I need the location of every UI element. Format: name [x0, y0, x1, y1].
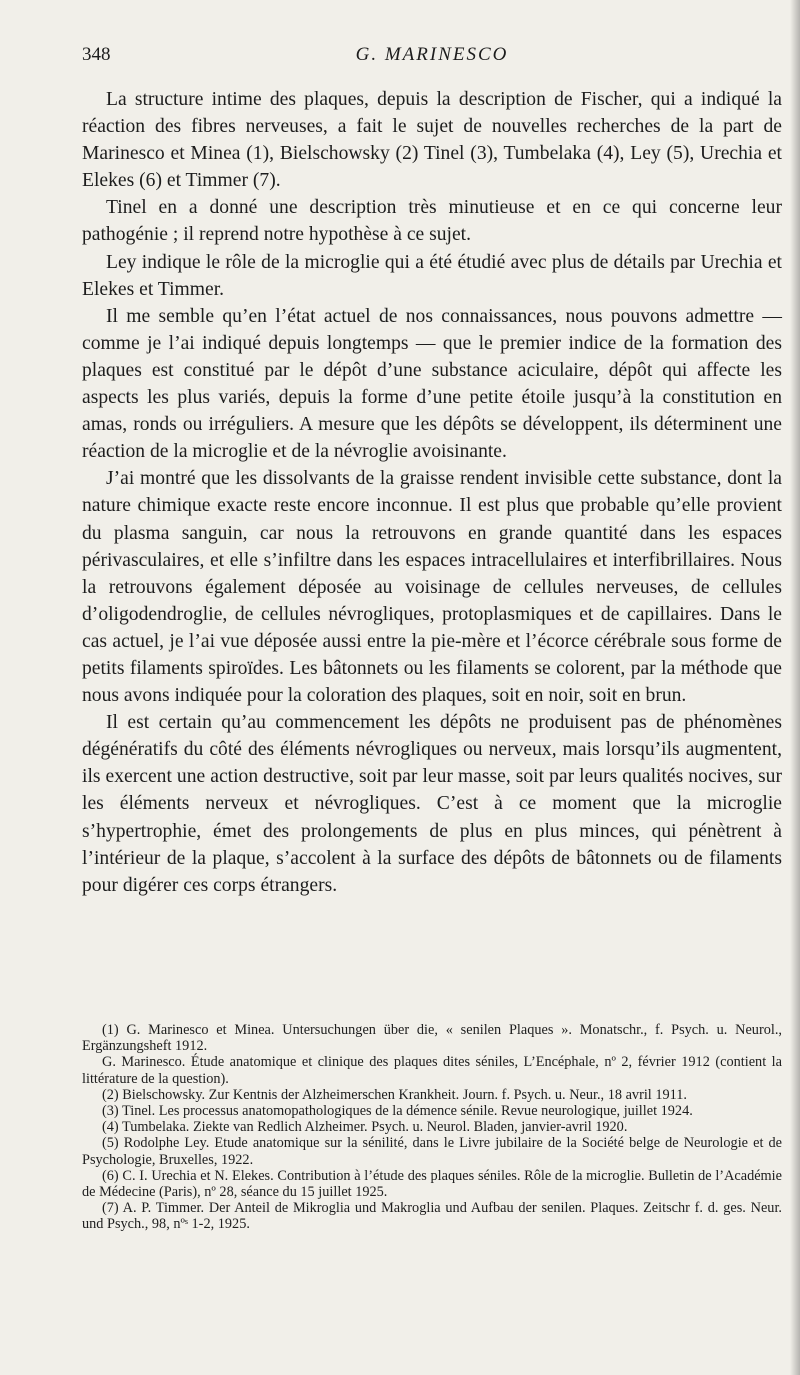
page-edge-shadow — [790, 0, 800, 1375]
body-text — [82, 86, 782, 899]
paragraph-3: Ley indique le rôle de la microglie qui a été étudié avec plus de détails par Urechia et Elekes et Timmer. — [82, 251, 782, 300]
footnote-2: (2) Bielschowsky. Zur Kentnis der Alzheimerschen Krankheit. Journ. f. Psych. u. Neur., 18 avril 1911. — [102, 1086, 687, 1103]
paragraph-6: Il est certain qu’au commencement les dépôts ne produisent pas de phénomènes dégénératifs du côté des éléments névrogliques ou nerveux, mais lorsqu’ils augmentent, ils exercent une action destructive, soit par leur masse, soit par leurs qualités nocives, sur les éléments nerveux et névrogliques. C’est à ce moment que la microglie s’hypertrophie, émet des prolongements de plus en plus minces, qui pénètrent à l’intérieur de la plaque, s’accolent à la surface des dépôts de bâtonnets ou de filaments pour digérer ces corps étrangers. — [82, 712, 782, 896]
footnote-6: (6) C. I. Urechia et N. Elekes. Contribution à l’étude des plaques séniles. Rôle de la microglie. Bulletin de l’Académie de Médecine (Paris), nº 28, séance du 15 juillet 1925. — [82, 1167, 782, 1201]
paragraph-2: Tinel en a donné une description très minutieuse et en ce qui concerne leur pathogénie ; il reprend notre hypothèse à ce sujet. — [82, 197, 782, 246]
running-title: G. MARINESCO — [355, 44, 509, 65]
running-head — [82, 44, 782, 74]
footnote-1: (1) G. Marinesco et Minea. Untersuchungen über die, « senilen Plaques ». Monatschr., f. Psych. u. Neurol., Ergänzungsheft 1912. — [82, 1022, 782, 1055]
footnote-4: (4) Tumbelaka. Ziekte van Redlich Alzheimer. Psych. u. Neurol. Bladen, janvier-avril 1920. — [102, 1119, 628, 1136]
footnote-7: (7) A. P. Timmer. Der Anteil de Mikroglia und Makroglia und Aufbau der senilen. Plaques. Zeitschr f. d. ges. Neur. und Psych., 98, nºˢ 1-2, 1925. — [82, 1200, 782, 1233]
page-number: 348 — [82, 44, 111, 65]
paragraph-4: Il me semble qu’en l’état actuel de nos connaissances, nous pouvons admettre — comme je l’ai indiqué depuis longtemps — que le premier indice de la formation des plaques est constitué par le dépôt d’une substance aciculaire, dépôt qui affecte les aspects les plus variés, depuis la forme d’une petite étoile jusqu’à la constitution en amas, ronds ou irréguliers. A mesure que les dépôts se développent, ils déterminent une réaction de la microglie et de la névroglie avoisinante. — [82, 305, 782, 463]
footnotes — [82, 1022, 782, 1233]
paragraph-1: La structure intime des plaques, depuis la description de Fischer, qui a indiqué la réaction des fibres nerveuses, a fait le sujet de nouvelles recherches de la part de Marinesco et Minea (1), Bielschowsky (2) Tinel (3), Tumbelaka (4), Ley (5), Urechia et Elekes (6) et Timmer (7). — [82, 89, 782, 192]
footnote-5: (5) Rodolphe Ley. Etude anatomique sur la sénilité, dans le Livre jubilaire de la Société belge de Neurologie et de Psychologie, Bruxelles, 1922. — [82, 1135, 782, 1168]
footnote-3: (3) Tinel. Les processus anatomopathologiques de la démence sénile. Revue neurologique, juillet 1924. — [102, 1103, 693, 1120]
footnote-1b: G. Marinesco. Étude anatomique et clinique des plaques dites séniles, L’Encéphale, nº 2, février 1912 (contient la littérature de la question). — [82, 1054, 782, 1087]
paragraph-5: J’ai montré que les dissolvants de la graisse rendent invisible cette substance, dont la nature chimique exacte reste encore inconnue. Il est plus que probable qu’elle provient du plasma sanguin, car nous la retrouvons en grande quantité dans les espaces périvasculaires, et elle s’infiltre dans les espaces intracellulaires et interfibrillaires. Nous la retrouvons également déposée au voisinage de cellules nerveuses, de cellules d’oligodendroglie, de cellules névrogliques, protoplasmiques et de capillaires. Dans le cas actuel, je l’ai vue déposée aussi entre la pie-mère et l’écorce cérébrale sous forme de petits filaments spiroïdes. Les bâtonnets ou les filaments se colorent, par la méthode que nous avons indiquée pour la coloration des plaques, soit en noir, soit en brun. — [82, 468, 782, 707]
